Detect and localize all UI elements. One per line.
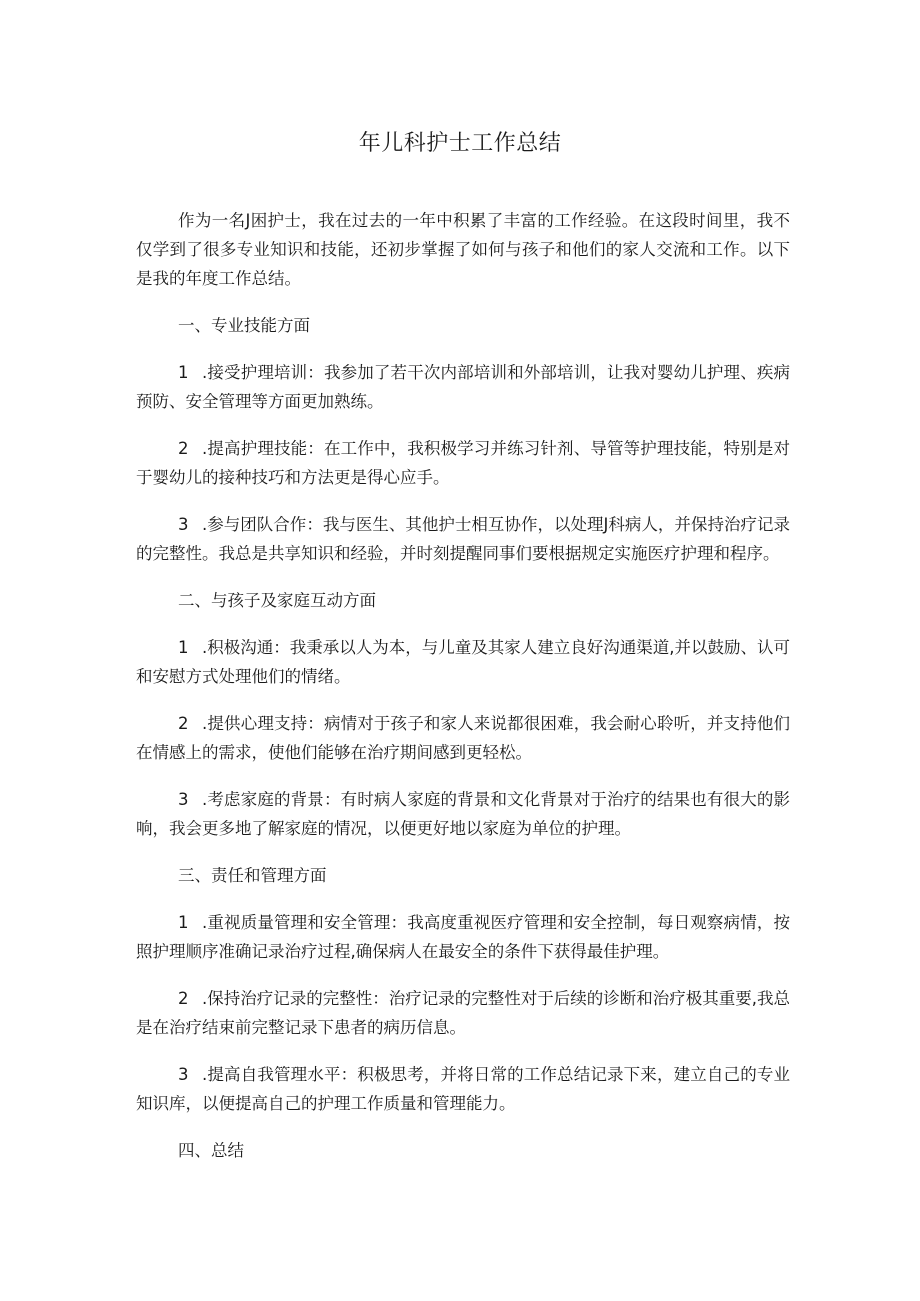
section-2-item-3 (136, 785, 790, 843)
section-heading-3: 三、责任和管理方面 (178, 866, 327, 885)
item-text: .提高自我管理水平：积极思考，并将日常的工作总结记录下来，建立自己的专业知识库，以便提高自己的护理工作质量和管理能力。 (136, 1065, 790, 1113)
item-number: 3 (178, 515, 189, 534)
section-3-item-2 (136, 984, 790, 1042)
item-text: .考虑家庭的背景：有时病人家庭的背景和文化背景对于治疗的结果也有很大的影响，我会更多地了解家庭的情况，以便更好地以家庭为单位的护理。 (136, 790, 790, 838)
item-text: .接受护理培训：我参加了若干次内部培训和外部培训，让我对婴幼儿护理、疾病预防、安全管理等方面更加熟练。 (136, 363, 790, 411)
section-3-item-1 (136, 908, 790, 966)
item-number: 2 (178, 989, 189, 1008)
section-3-item-3 (136, 1060, 790, 1118)
intro-paragraph: 作为一名J困护士，我在过去的一年中积累了丰富的工作经验。在这段时间里，我不仅学到了很多专业知识和技能，还初步掌握了如何与孩子和他们的家人交流和工作。以下是我的年度工作总结。 (136, 211, 790, 288)
item-number: 1 (178, 913, 189, 932)
item-number: 1 (178, 363, 189, 382)
item-number: 1 (178, 638, 189, 657)
item-text: .提高护理技能：在工作中，我积极学习并练习针剂、导管等护理技能，特别是对于婴幼儿的接种技巧和方法更是得心应手。 (136, 439, 790, 487)
section-1-item-2 (136, 434, 790, 492)
item-text: .保持治疗记录的完整性：治疗记录的完整性对于后续的诊断和治疗极其重要,我总是在治疗结束前完整记录下患者的病历信息。 (136, 989, 790, 1037)
section-heading-4: 四、总结 (178, 1141, 244, 1160)
section-heading-2: 二、与孩子及家庭互动方面 (178, 591, 376, 610)
item-text: .参与团队合作：我与医生、其他护士相互协作，以处理J科病人，并保持治疗记录的完整性。我总是共享知识和经验，并时刻提醒同事们要根据规定实施医疗护理和程序。 (136, 515, 790, 563)
section-2-item-2 (136, 709, 790, 767)
section-2-item-1 (136, 633, 790, 691)
section-heading-1: 一、专业技能方面 (178, 316, 310, 335)
item-number: 3 (178, 790, 189, 809)
section-1-item-1 (136, 358, 790, 416)
item-text: .重视质量管理和安全管理：我高度重视医疗管理和安全控制，每日观察病情，按照护理顺序准确记录治疗过程,确保病人在最安全的条件下获得最佳护理。 (136, 913, 790, 961)
section-1-item-3 (136, 510, 790, 568)
item-text: .提供心理支持：病情对于孩子和家人来说都很困难，我会耐心聆听，并支持他们在情感上的需求，使他们能够在治疗期间感到更轻松。 (136, 714, 790, 762)
item-number: 2 (178, 714, 189, 733)
item-text: .积极沟通：我秉承以人为本，与儿童及其家人建立良好沟通渠道,并以鼓励、认可和安慰方式处理他们的情绪。 (136, 638, 790, 686)
document-body (136, 206, 790, 1183)
item-number: 2 (178, 439, 189, 458)
document-title: 年儿科护士工作总结 (358, 131, 562, 156)
item-number: 3 (178, 1065, 189, 1084)
